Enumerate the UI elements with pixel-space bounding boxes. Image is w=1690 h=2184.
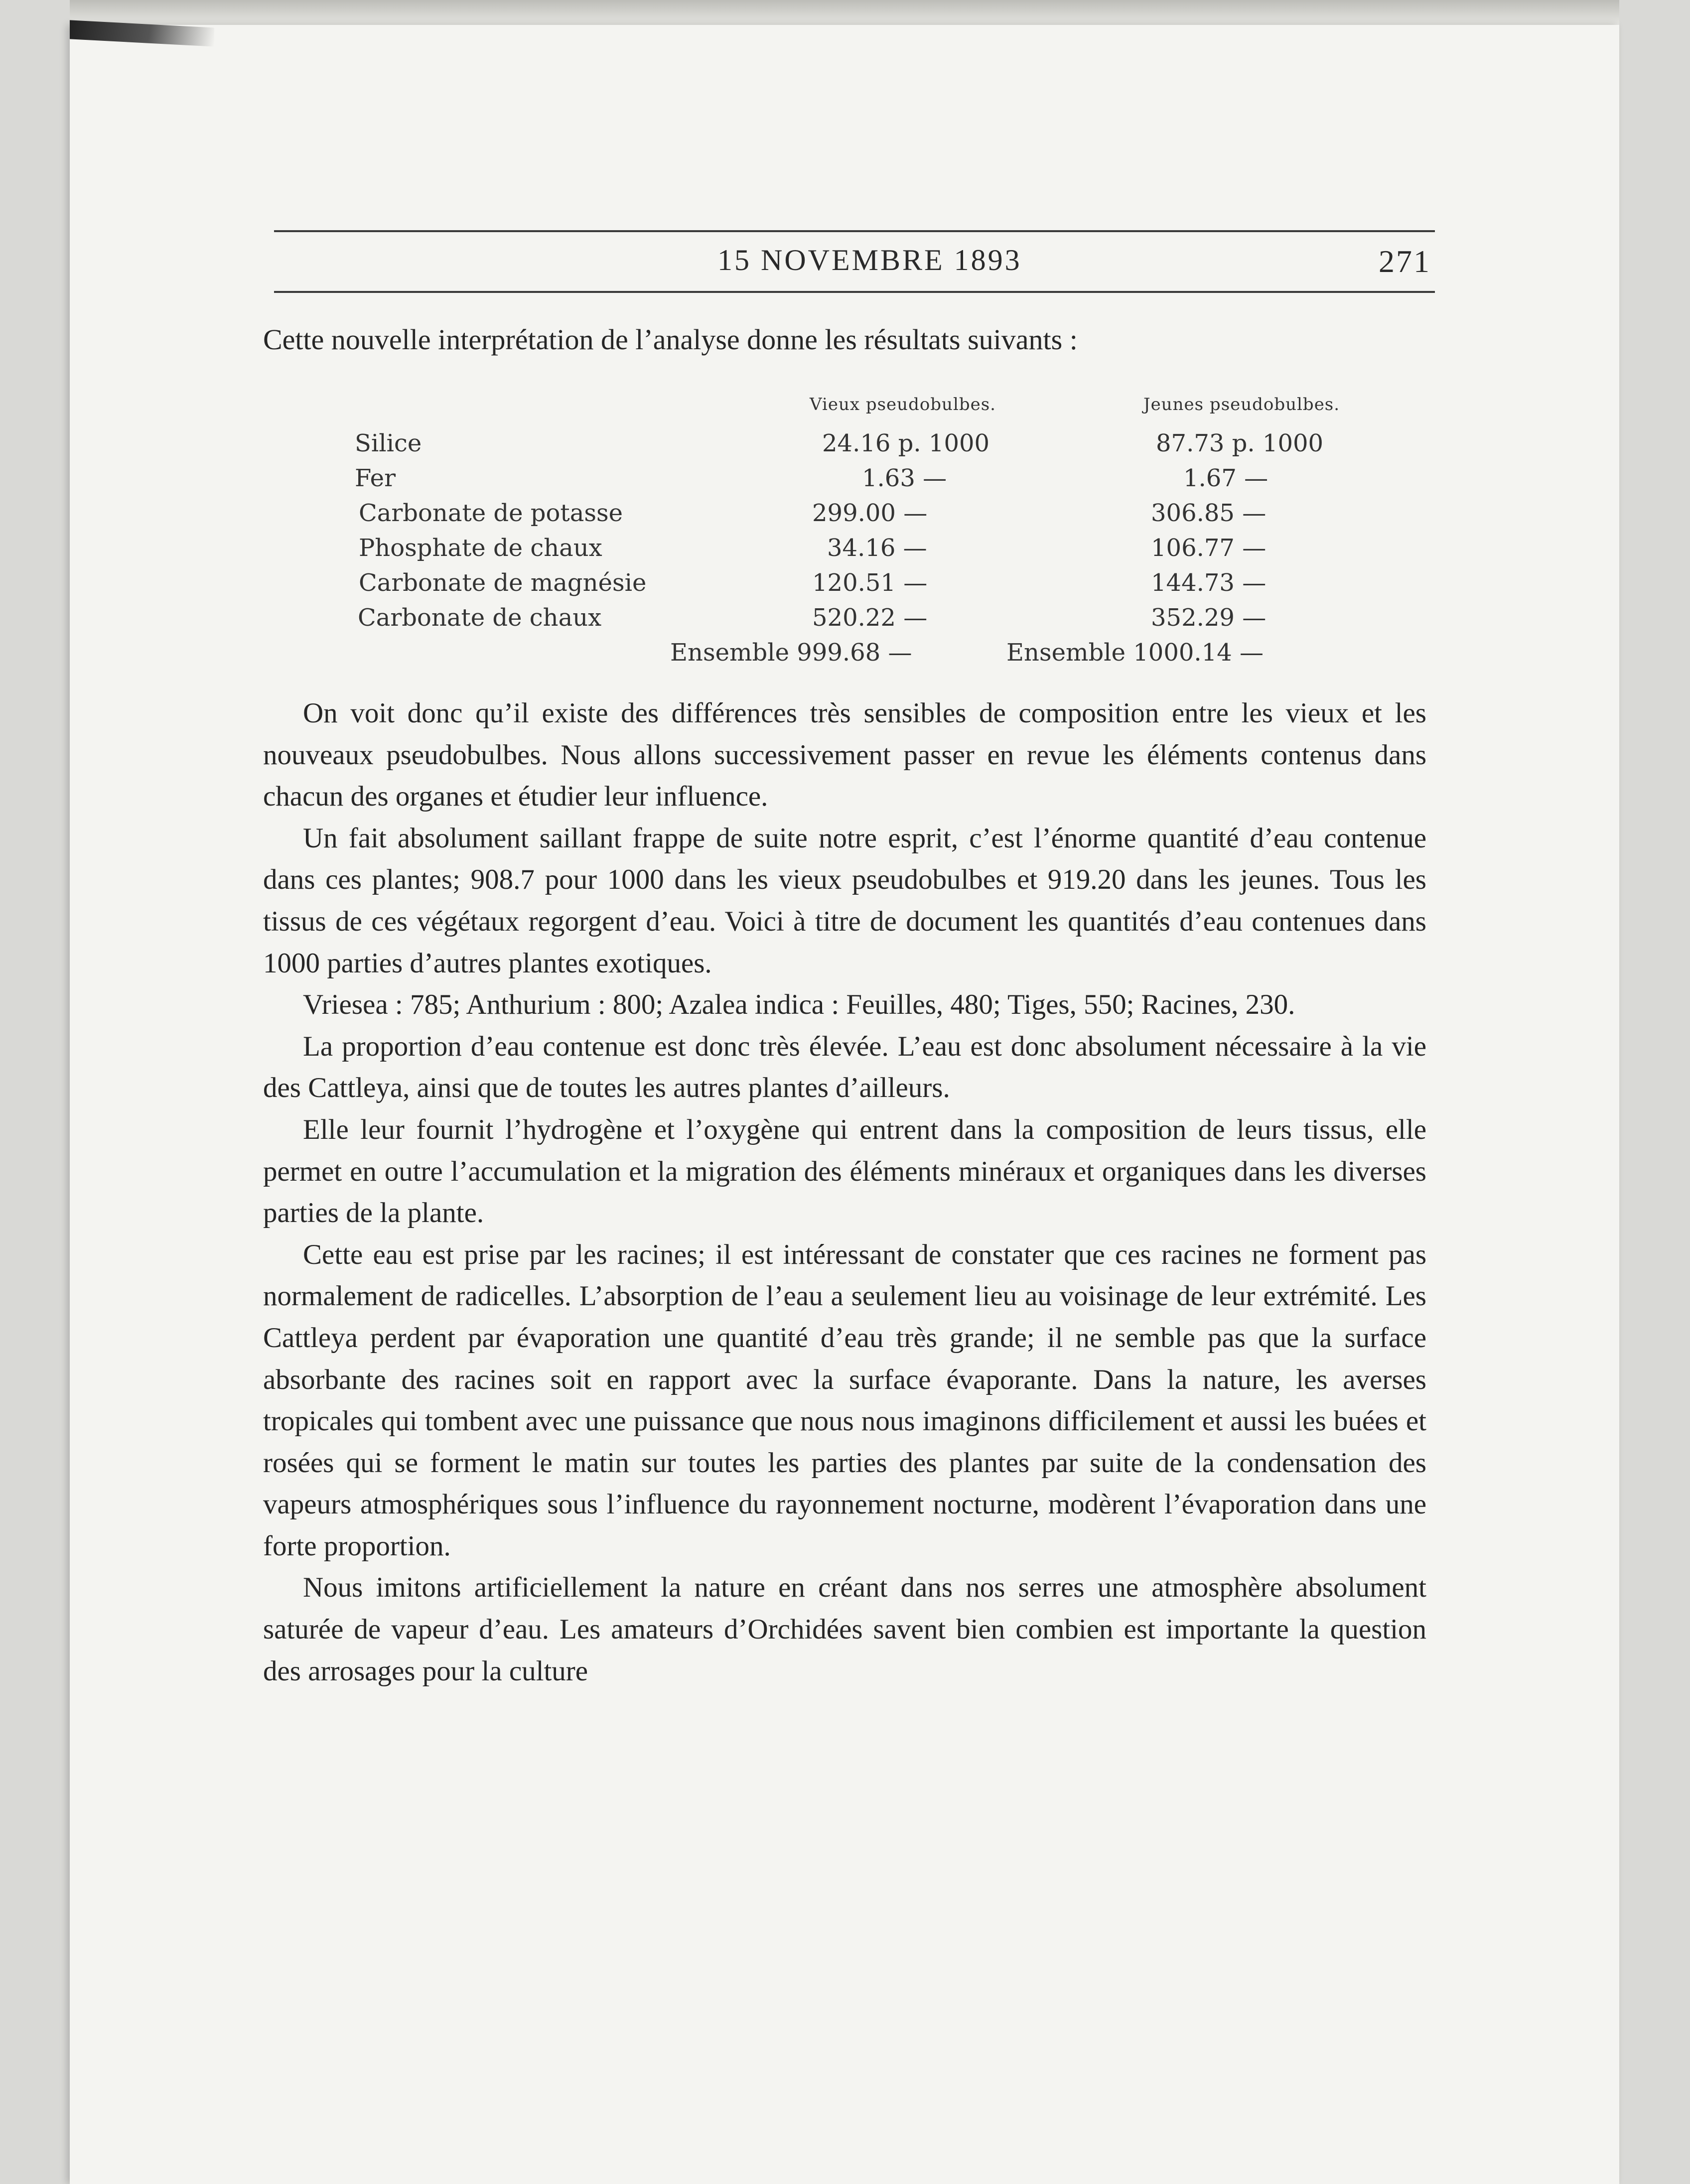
paragraph: Elle leur fournit l’hydrogène et l’oxygène qui entrent dans la composition de leurs tissus, elle permet en outre l’accumulation et la migration des éléments minéraux et organiques dans les diverses parties de la plante.	[263, 1113, 1426, 1229]
row-old-value: 1.63 —	[862, 464, 947, 492]
table-intro: Cette nouvelle interprétation de l’analyse donne les résultats suivants :	[263, 323, 1078, 356]
page-number: 271	[1379, 244, 1431, 279]
row-name: Carbonate de potasse	[359, 499, 623, 527]
row-old-value: 34.16 —	[827, 534, 927, 562]
row-old-value: 120.51 —	[812, 569, 928, 597]
total-young: Ensemble 1000.14 —	[1006, 639, 1264, 667]
header-rule-bottom	[274, 291, 1435, 293]
paragraph: La proportion d’eau contenue est donc très élevée. L’eau est donc absolument nécessaire à la vie des Cattleya, ainsi que de toutes les autres plantes d’ailleurs.	[263, 1030, 1426, 1104]
row-young-value: 306.85 —	[1151, 499, 1267, 527]
column-header-old: Vieux pseudobulbes.	[810, 395, 996, 414]
column-header-young: Jeunes pseudobulbes.	[1143, 395, 1340, 414]
running-head: 15 NOVEMBRE 1893	[717, 244, 1022, 276]
total-old: Ensemble 999.68 —	[670, 639, 912, 667]
row-name: Silice	[355, 429, 422, 457]
paragraph: Nous imitons artificiellement la nature en créant dans nos serres une atmosphère absolument saturée de vapeur d’eau. Les amateurs d’Orchidées savent bien combien est importante la question des arrosages pour la culture	[263, 1572, 1426, 1687]
paragraph: Vriesea : 785; Anthurium : 800; Azalea indica : Feuilles, 480; Tiges, 550; Racines, 230.	[303, 989, 1295, 1021]
paragraph: On voit donc qu’il existe des différences très sensibles de composition entre les vieux et les nouveaux pseudobulbes. Nous allons successivement passer en revue les éléments contenus dans chacun des organes et étudier leur influence.	[263, 697, 1426, 813]
row-old-value: 299.00 —	[812, 499, 928, 527]
row-name: Carbonate de chaux	[358, 604, 602, 632]
body-text	[263, 692, 1426, 1692]
paragraph: Cette eau est prise par les racines; il est intéressant de constater que ces racines ne forment pas normalement de radicelles. L’absorption de l’eau a seulement lieu au voisinage de leur extrémité. Les Cattleya perdent par évaporation une quantité d’eau très grande; il ne semble pas que la surface absorbante des racines soit en rapport avec la surface évaporante. Dans la nature, les averses tropicales qui tombent avec une puissance que nous nous imaginons difficilement et aussi les buées et rosées qui se forment le matin sur toutes les parties des plantes par suite de la condensation des vapeurs atmosphériques sous l’influence du rayonnement nocturne, modèrent l’évaporation dans une forte proportion.	[263, 1238, 1426, 1562]
row-young-value: 144.73 —	[1151, 569, 1267, 597]
row-old-value: 520.22 —	[812, 604, 928, 632]
row-young-value: 352.29 —	[1151, 604, 1267, 632]
row-name: Phosphate de chaux	[359, 534, 602, 562]
header-rule-top	[274, 230, 1435, 232]
row-young-value: 87.73 p. 1000	[1156, 429, 1324, 457]
row-young-value: 106.77 —	[1151, 534, 1267, 562]
row-name: Fer	[355, 464, 396, 492]
row-young-value: 1.67 —	[1183, 464, 1268, 492]
row-old-value: 24.16 p. 1000	[822, 429, 990, 457]
paragraph: Un fait absolument saillant frappe de suite notre esprit, c’est l’énorme quantité d’eau contenue dans ces plantes; 908.7 pour 1000 dans les vieux pseudobulbes et 919.20 dans les jeunes. Tous les tissus de ces végétaux regorgent d’eau. Voici à titre de document les quantités d’eau contenues dans 1000 parties d’autres plantes exotiques.	[263, 822, 1426, 979]
row-name: Carbonate de magnésie	[359, 569, 647, 597]
